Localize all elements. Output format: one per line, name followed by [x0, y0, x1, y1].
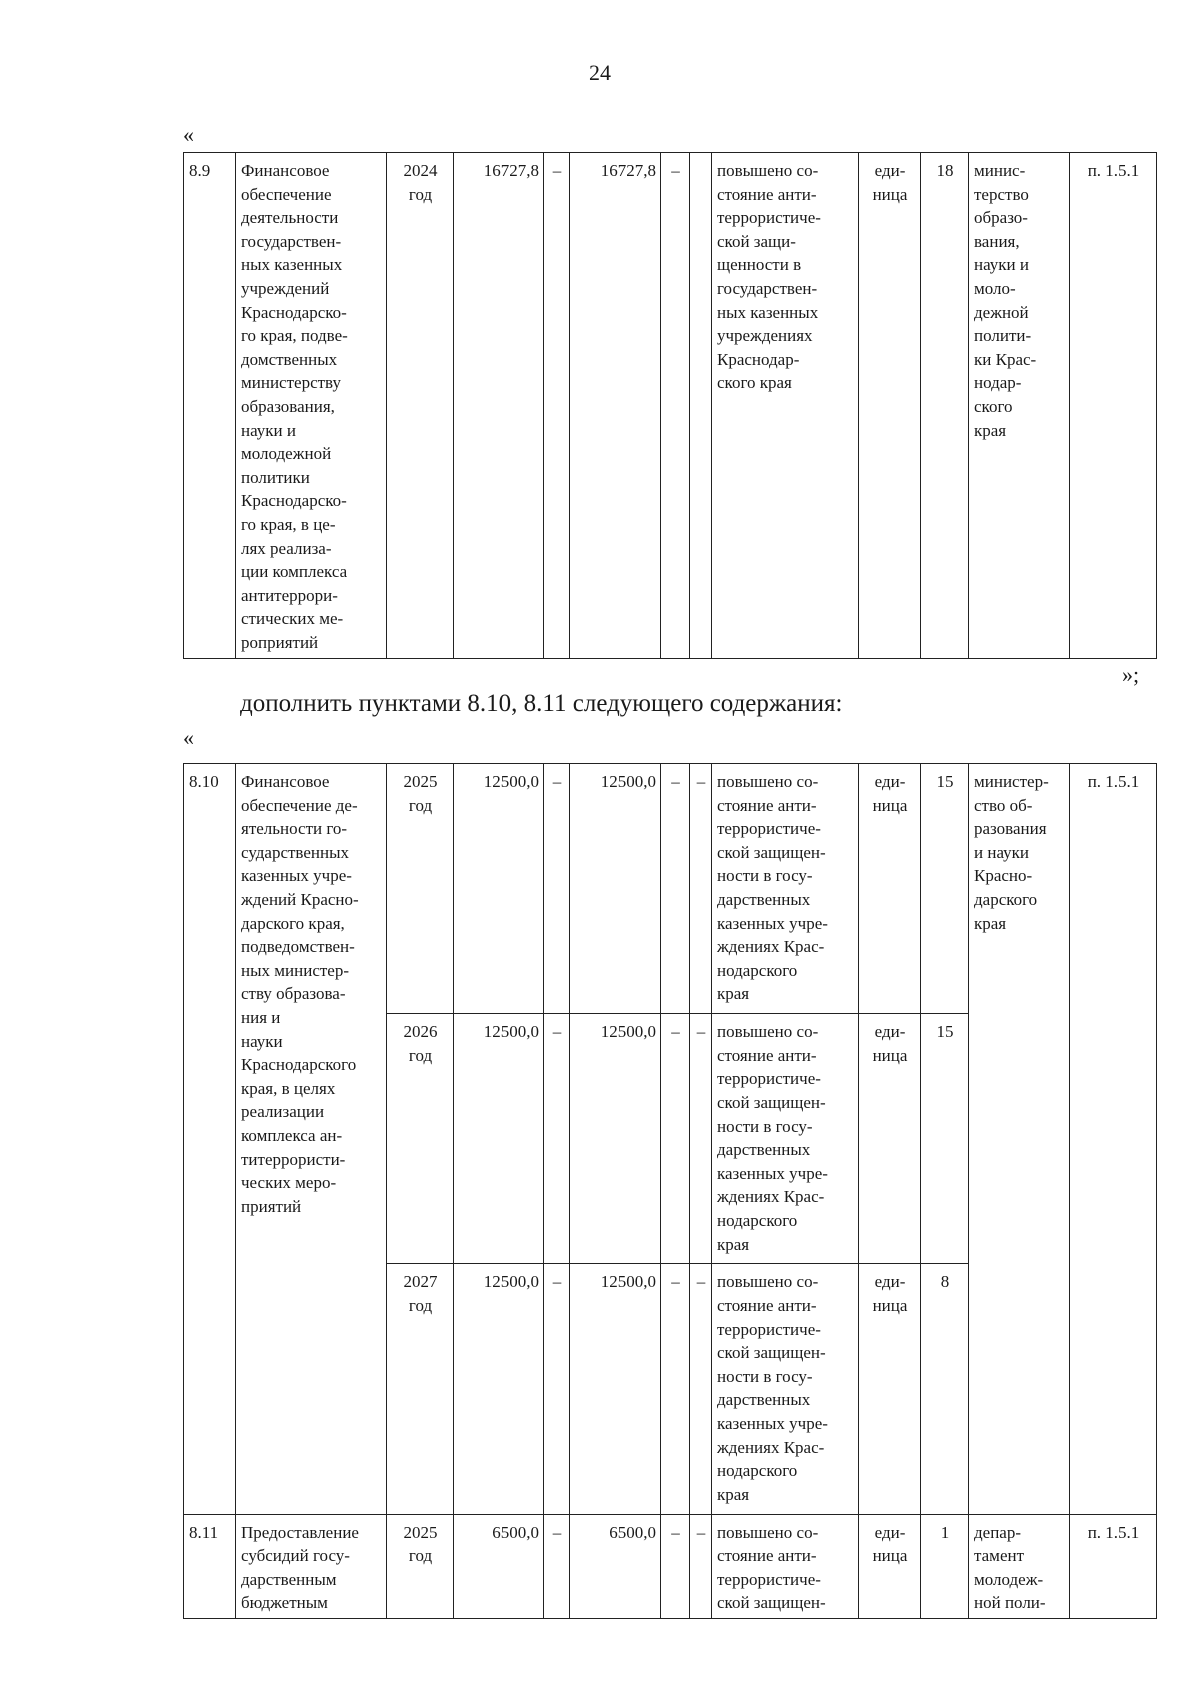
item-unit: еди- ница	[859, 153, 921, 659]
item-executor: депар- тамент молодеж- ной поли-	[969, 1514, 1070, 1618]
item-other: –	[690, 764, 712, 1014]
item-value: 15	[921, 764, 969, 1014]
opening-quote: «	[183, 725, 194, 750]
item-result: повышено со- стояние анти- террористиче- ской защищен- ности в госу- дарственных казенных учре- ждениях Крас- нодарского края	[712, 764, 859, 1014]
item-local: –	[661, 764, 690, 1014]
item-number: 8.11	[184, 1514, 236, 1618]
item-federal: –	[544, 1014, 570, 1264]
item-unit: еди- ница	[859, 1264, 921, 1514]
item-other	[690, 153, 712, 659]
item-number: 8.10	[184, 764, 236, 1515]
item-reference: п. 1.5.1	[1070, 1514, 1157, 1618]
item-local: –	[661, 1014, 690, 1264]
item-reference: п. 1.5.1	[1070, 764, 1157, 1515]
item-year: 2025 год	[387, 764, 454, 1014]
item-value: 1	[921, 1514, 969, 1618]
item-executor: минис- терство образо- вания, науки и моло- дежной полити- ки Крас- нодар- ского края	[969, 153, 1070, 659]
item-reference: п. 1.5.1	[1070, 153, 1157, 659]
closing-quote: »;	[1122, 662, 1140, 687]
item-total: 6500,0	[454, 1514, 544, 1618]
item-unit: еди- ница	[859, 764, 921, 1014]
item-name: Финансовое обеспечение деятельности государствен- ных казенных учреждений Краснодарско- го края, подве- домственных министерству образования, науки и молодежной политики Краснодарско- го края, в це- лях реализа- ции комплекса антитеррори- стических ме- роприятий	[236, 153, 387, 659]
item-other: –	[690, 1014, 712, 1264]
item-year: 2027 год	[387, 1264, 454, 1514]
item-local: –	[661, 1514, 690, 1618]
item-other: –	[690, 1264, 712, 1514]
item-value: 18	[921, 153, 969, 659]
table-row	[184, 153, 1157, 659]
table-row	[184, 764, 1157, 1014]
item-value: 15	[921, 1014, 969, 1264]
item-value: 8	[921, 1264, 969, 1514]
item-regional: 16727,8	[570, 153, 661, 659]
table-items-8-10-8-11	[183, 763, 1157, 1619]
item-regional: 6500,0	[570, 1514, 661, 1618]
item-year: 2026 год	[387, 1014, 454, 1264]
table-item-8-9	[183, 152, 1157, 659]
item-total: 12500,0	[454, 1014, 544, 1264]
page-number: 24	[589, 60, 611, 85]
item-result: повышено со- стояние анти- террористиче- ской защищен- ности в госу- дарственных казенных учре- ждениях Крас- нодарского края	[712, 1014, 859, 1264]
item-regional: 12500,0	[570, 1014, 661, 1264]
item-other: –	[690, 1514, 712, 1618]
item-federal: –	[544, 1514, 570, 1618]
item-regional: 12500,0	[570, 764, 661, 1014]
item-local: –	[661, 1264, 690, 1514]
item-result: повышено со- стояние анти- террористиче- ской защищен- ности в госу- дарственных казенных учре- ждениях Крас- нодарского края	[712, 1264, 859, 1514]
item-federal: –	[544, 1264, 570, 1514]
item-result: повышено со- стояние анти- террористиче- ской защищен-	[712, 1514, 859, 1618]
item-name: Финансовое обеспечение де- ятельности го- сударственных казенных учре- ждений Красно- дарского края, подведомствен- ных министер- ству образова- ния и науки Краснодарского края, в целях реализации комплекса ан- титеррористи- ческих меро- приятий	[236, 764, 387, 1515]
item-total: 12500,0	[454, 764, 544, 1014]
item-local: –	[661, 153, 690, 659]
amendment-intro: дополнить пунктами 8.10, 8.11 следующего содержания:	[240, 690, 843, 717]
table-row	[184, 1514, 1157, 1618]
item-federal: –	[544, 153, 570, 659]
item-total: 12500,0	[454, 1264, 544, 1514]
item-unit: еди- ница	[859, 1014, 921, 1264]
item-unit: еди- ница	[859, 1514, 921, 1618]
item-total: 16727,8	[454, 153, 544, 659]
item-name: Предоставление субсидий госу- дарственным бюджетным	[236, 1514, 387, 1618]
item-federal: –	[544, 764, 570, 1014]
item-executor: министер- ство об- разования и науки Красно- дарского края	[969, 764, 1070, 1515]
opening-quote: «	[183, 122, 194, 147]
item-result: повышено со- стояние анти- террористиче- ской защи- щенности в государствен- ных казенных учреждениях Краснодар- ского края	[712, 153, 859, 659]
item-year: 2025 год	[387, 1514, 454, 1618]
item-number: 8.9	[184, 153, 236, 659]
item-year: 2024 год	[387, 153, 454, 659]
item-regional: 12500,0	[570, 1264, 661, 1514]
